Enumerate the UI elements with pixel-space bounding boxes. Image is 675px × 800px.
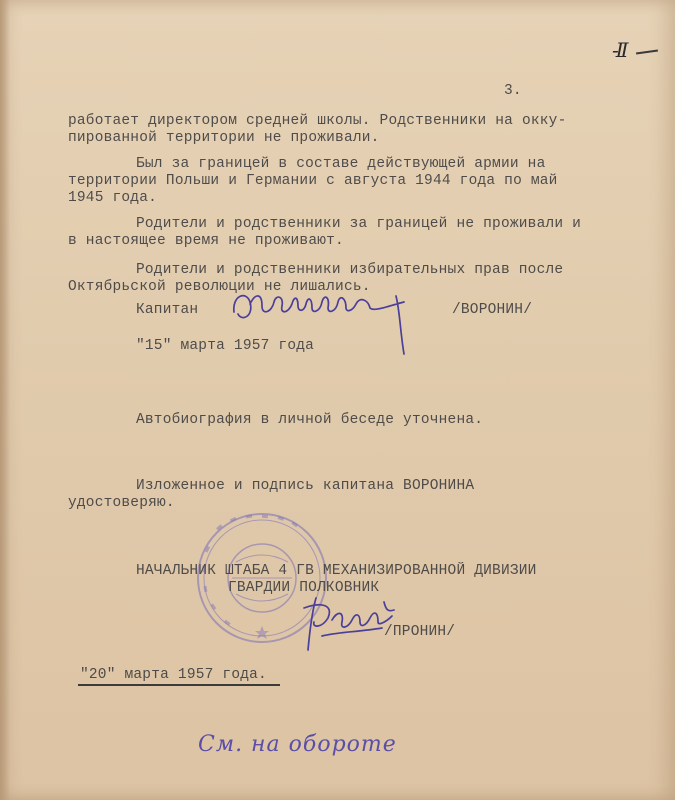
chief-of-staff-title: НАЧАЛЬНИК ШТАБА 4 ГВ МЕХАНИЗИРОВАННОЙ ДИВИЗИИ <box>136 563 537 579</box>
chief-of-staff-rank: ГВАРДИИ ПОЛКОВНИК <box>228 580 380 596</box>
corner-dash <box>636 49 658 54</box>
chief-of-staff-date: "20" марта 1957 года. <box>80 667 267 683</box>
signer-rank: Капитан <box>136 302 199 318</box>
paragraph-2-line-2: территории Польши и Германии с августа 1944 года по май <box>68 173 558 189</box>
paragraph-4-line-2: Октябрьской революции не лишались. <box>68 279 371 295</box>
paragraph-1-line-2: пированной территории не проживали. <box>68 130 380 146</box>
paragraph-4-line-1: Родители и родственники избирательных прав после <box>136 262 564 278</box>
verification-note: Автобиография в личной беседе уточнена. <box>136 412 484 428</box>
paper-edge-shadow <box>0 0 10 800</box>
handwritten-note: См. на обороте <box>198 732 397 757</box>
date-underline <box>78 684 280 686</box>
certification-line-2: удостоверяю. <box>68 495 175 511</box>
pronin-signature <box>298 592 402 656</box>
paragraph-3-line-2: в настоящее время не проживают. <box>68 233 344 249</box>
corner-mark: -II <box>612 38 626 62</box>
paragraph-2-line-3: 1945 года. <box>68 190 158 206</box>
chief-of-staff-name: /ПРОНИН/ <box>384 624 456 640</box>
paragraph-2-line-1: Был за границей в составе действующей армии на <box>136 156 546 172</box>
page-number: 3. <box>504 83 522 99</box>
signer-name: /ВОРОНИН/ <box>452 302 533 318</box>
signature-1-date: "15" марта 1957 года <box>136 338 315 354</box>
paragraph-3-line-1: Родители и родственники за границей не проживали и <box>136 216 582 232</box>
paragraph-1-line-1: работает директором средней школы. Родственники на окку- <box>68 113 567 129</box>
certification-line-1: Изложенное и подпись капитана ВОРОНИНА <box>136 478 475 494</box>
